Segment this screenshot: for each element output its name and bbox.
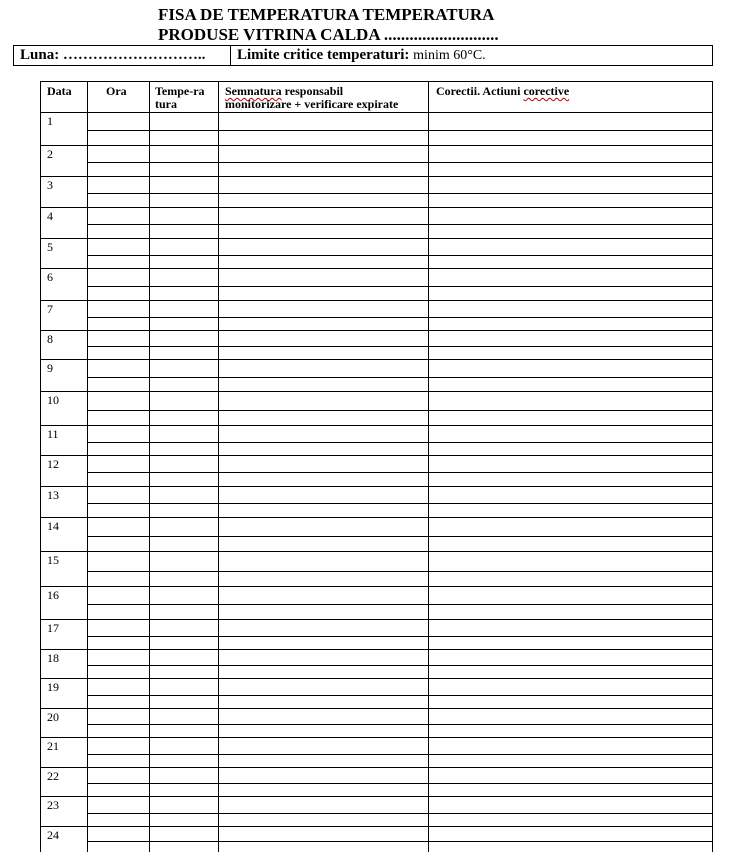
critical-limits-value: minim 60°C. — [413, 48, 486, 63]
day-number: 11 — [47, 427, 59, 441]
day-row-line — [40, 619, 713, 620]
day-number: 8 — [47, 332, 53, 346]
day-row-line — [40, 330, 713, 331]
day-number: 9 — [47, 361, 53, 375]
time-slot-line — [87, 665, 713, 666]
time-slot-line — [87, 571, 713, 572]
day-number: 24 — [47, 828, 59, 842]
time-slot-line — [87, 286, 713, 287]
info-box — [13, 45, 713, 66]
day-row-line — [40, 112, 713, 113]
day-row-line — [40, 455, 713, 456]
day-row-line — [40, 708, 713, 709]
page-title-line-1: FISA DE TEMPERATURA TEMPERATURA — [158, 5, 495, 24]
header-semnatura-rest: responsabil — [281, 84, 344, 98]
day-row-line — [40, 586, 713, 587]
day-row-line — [40, 425, 713, 426]
time-slot-line — [87, 813, 713, 814]
day-row-line — [40, 551, 713, 552]
day-number: 17 — [47, 621, 59, 635]
day-number: 20 — [47, 710, 59, 724]
day-row-line — [40, 145, 713, 146]
day-number: 13 — [47, 488, 59, 502]
header-corectii-prefix: Corectii. Actiuni — [436, 84, 524, 98]
day-number: 12 — [47, 457, 59, 471]
day-row-line — [40, 391, 713, 392]
day-row-line — [40, 268, 713, 269]
day-number: 16 — [47, 588, 59, 602]
day-row-line — [40, 359, 713, 360]
header-semnatura-line-2: monitorizare + verificare expirate — [225, 97, 399, 111]
temperature-log-table — [40, 81, 713, 852]
header-semnatura — [225, 85, 398, 111]
day-number: 10 — [47, 393, 59, 407]
day-row-line — [40, 517, 713, 518]
critical-limits — [237, 46, 486, 65]
time-slot-line — [87, 377, 713, 378]
time-slot-line — [87, 442, 713, 443]
day-number: 7 — [47, 302, 53, 316]
day-number: 22 — [47, 769, 59, 783]
time-slot-line — [87, 410, 713, 411]
time-slot-line — [87, 317, 713, 318]
critical-limits-label: Limite critice temperaturi: — [237, 47, 410, 63]
day-row-line — [40, 176, 713, 177]
day-row-line — [40, 767, 713, 768]
time-slot-line — [87, 604, 713, 605]
time-slot-line — [87, 636, 713, 637]
header-temperatura — [155, 85, 205, 111]
time-slot-line — [87, 255, 713, 256]
day-row-line — [40, 649, 713, 650]
day-row-line — [40, 486, 713, 487]
header-data: Data — [47, 84, 72, 98]
time-slot-line — [87, 193, 713, 194]
time-slot-line — [87, 536, 713, 537]
time-slot-line — [87, 724, 713, 725]
month-field[interactable]: Luna: ……………………….. — [20, 47, 206, 63]
day-number: 19 — [47, 680, 59, 694]
day-number: 1 — [47, 114, 53, 128]
table-top-border — [40, 81, 713, 82]
header-corectii-word: corective — [523, 84, 570, 98]
header-temperatura-line-2: tura — [155, 97, 177, 111]
day-number: 23 — [47, 798, 59, 812]
time-slot-line — [87, 472, 713, 473]
page-title-line-2: PRODUSE VITRINA CALDA ........................... — [158, 25, 499, 44]
day-row-line — [40, 207, 713, 208]
header-semnatura-word: Semnatura — [225, 84, 282, 98]
day-row-line — [40, 678, 713, 679]
day-number: 5 — [47, 240, 53, 254]
time-slot-line — [87, 695, 713, 696]
day-number: 15 — [47, 553, 59, 567]
time-slot-line — [87, 224, 713, 225]
time-slot-line — [87, 130, 713, 131]
time-slot-line — [87, 783, 713, 784]
day-number: 4 — [47, 209, 53, 223]
header-ora: Ora — [106, 84, 127, 98]
day-row-line — [40, 300, 713, 301]
time-slot-line — [87, 503, 713, 504]
day-row-line — [40, 238, 713, 239]
header-corectii — [436, 85, 569, 98]
day-row-line — [40, 737, 713, 738]
day-row-line — [40, 826, 713, 827]
time-slot-line — [87, 346, 713, 347]
day-row-line — [40, 796, 713, 797]
time-slot-line — [87, 162, 713, 163]
header-temperatura-line-1: Tempe-ra — [155, 84, 205, 98]
time-slot-line — [87, 841, 713, 842]
day-number: 14 — [47, 519, 59, 533]
time-slot-line — [87, 754, 713, 755]
day-number: 6 — [47, 270, 53, 284]
info-divider — [230, 46, 231, 65]
day-number: 2 — [47, 147, 53, 161]
day-number: 18 — [47, 651, 59, 665]
day-number: 21 — [47, 739, 59, 753]
day-number: 3 — [47, 178, 53, 192]
